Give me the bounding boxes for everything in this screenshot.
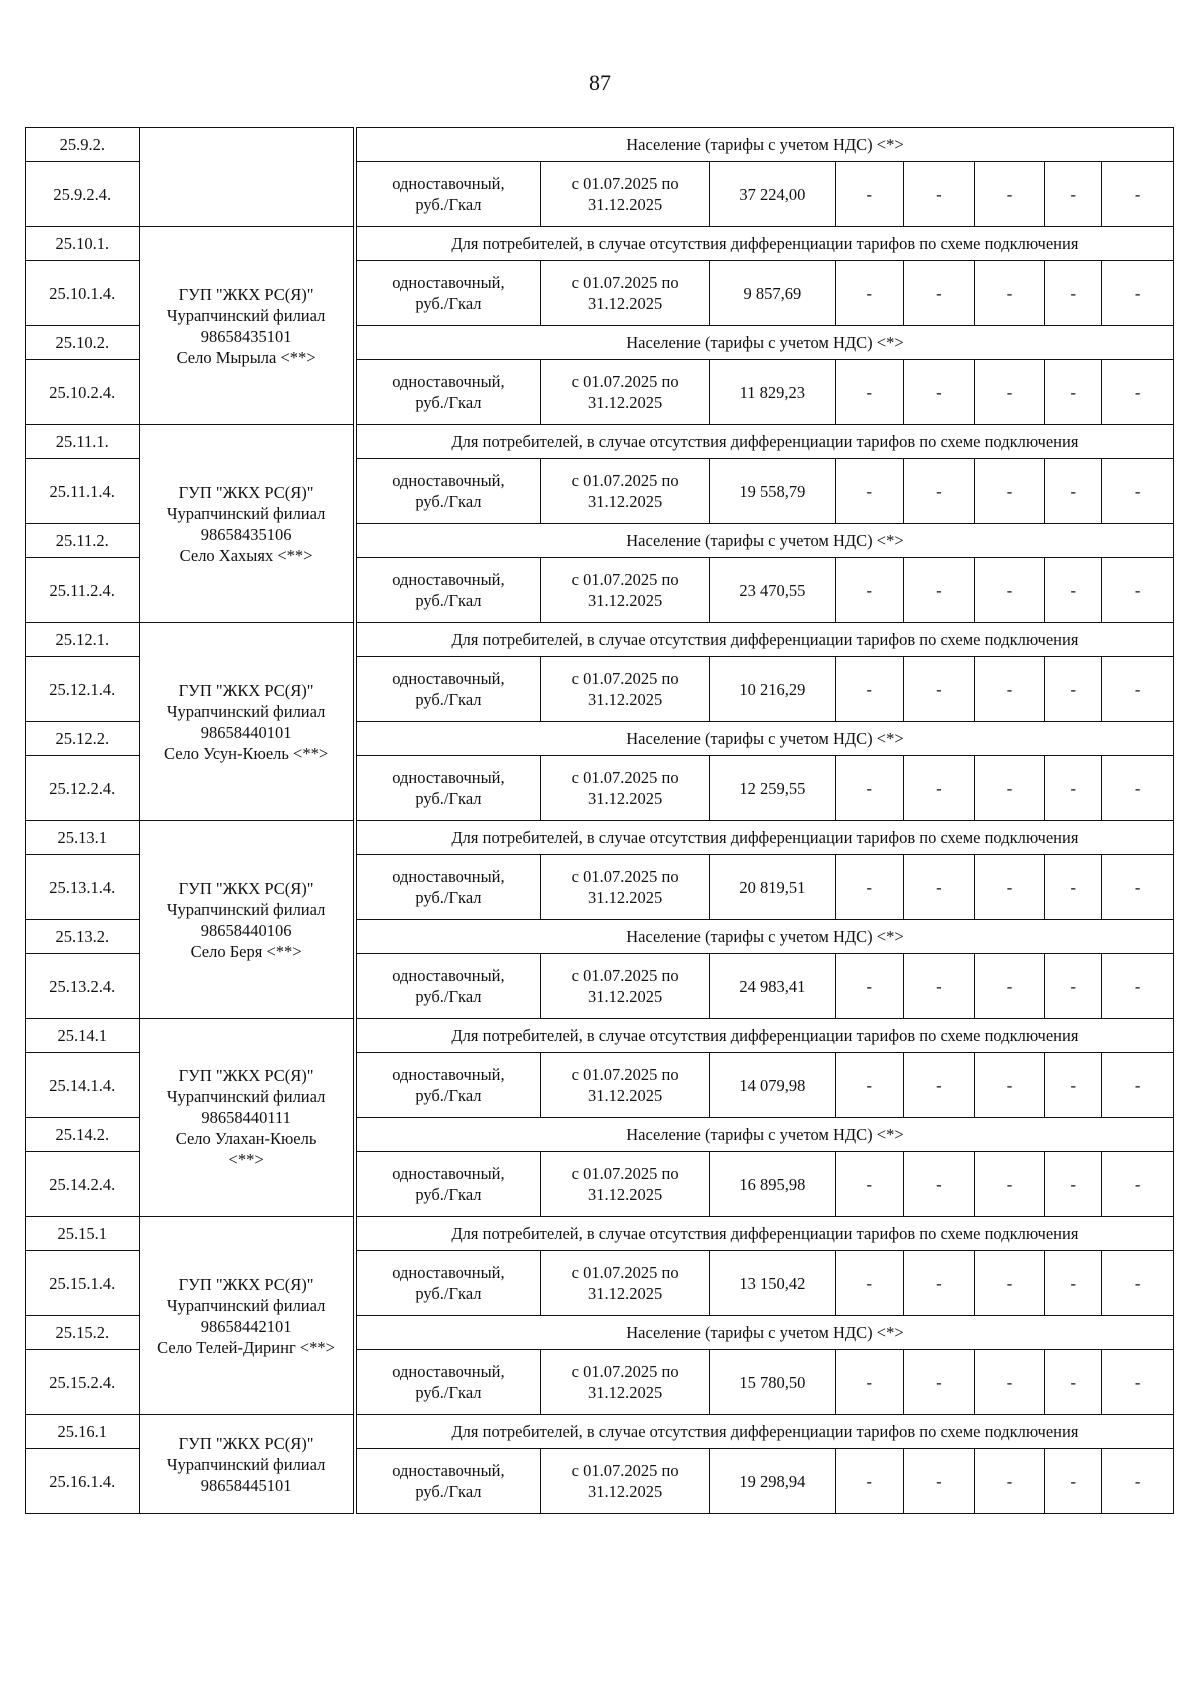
- tariff-value: 19 298,94: [710, 1449, 835, 1514]
- empty-value: -: [1045, 162, 1102, 227]
- period: с 01.07.2025 по 31.12.2025: [541, 1350, 710, 1415]
- rate-type: одноставочный, руб./Гкал: [356, 756, 540, 821]
- tariff-value: 15 780,50: [710, 1350, 835, 1415]
- empty-value: -: [1045, 954, 1102, 1019]
- row-number: 25.12.2.: [26, 722, 140, 756]
- group-header: Население (тарифы с учетом НДС) <*>: [356, 1316, 1173, 1350]
- empty-value: -: [1102, 1350, 1174, 1415]
- row-number: 25.14.2.: [26, 1118, 140, 1152]
- empty-value: -: [1102, 162, 1174, 227]
- tariff-value: 19 558,79: [710, 459, 835, 524]
- tariff-value: 23 470,55: [710, 558, 835, 623]
- row-number: 25.13.1: [26, 821, 140, 855]
- empty-value: -: [1102, 558, 1174, 623]
- row-number: 25.14.1: [26, 1019, 140, 1053]
- empty-value: -: [1045, 459, 1102, 524]
- rate-type: одноставочный, руб./Гкал: [356, 1053, 540, 1118]
- row-number: 25.15.1: [26, 1217, 140, 1251]
- period: с 01.07.2025 по 31.12.2025: [541, 1449, 710, 1514]
- rate-type: одноставочный, руб./Гкал: [356, 162, 540, 227]
- tariff-value: 24 983,41: [710, 954, 835, 1019]
- empty-value: -: [904, 855, 975, 920]
- group-header: Для потребителей, в случае отсутствия дифференциации тарифов по схеме подключения: [356, 227, 1173, 261]
- empty-value: -: [1045, 756, 1102, 821]
- empty-value: -: [835, 162, 904, 227]
- period: с 01.07.2025 по 31.12.2025: [541, 162, 710, 227]
- empty-value: -: [835, 459, 904, 524]
- row-number: 25.9.2.4.: [26, 162, 140, 227]
- organization-cell: ГУП "ЖКХ РС(Я)" Чурапчинский филиал 98658445101: [139, 1415, 353, 1514]
- row-number: 25.16.1.4.: [26, 1449, 140, 1514]
- group-header-row: [26, 623, 1174, 657]
- row-number: 25.14.1.4.: [26, 1053, 140, 1118]
- empty-value: -: [1102, 1152, 1174, 1217]
- empty-value: -: [974, 657, 1045, 722]
- empty-value: -: [1045, 1449, 1102, 1514]
- tariff-value: 10 216,29: [710, 657, 835, 722]
- rate-type: одноставочный, руб./Гкал: [356, 1251, 540, 1316]
- group-header-row: [26, 227, 1174, 261]
- group-header-row: [26, 1217, 1174, 1251]
- empty-value: -: [974, 954, 1045, 1019]
- organization-cell: ГУП "ЖКХ РС(Я)" Чурапчинский филиал 98658435101 Село Мырыла <**>: [139, 227, 353, 425]
- tariff-value: 12 259,55: [710, 756, 835, 821]
- row-number: 25.11.1.: [26, 425, 140, 459]
- period: с 01.07.2025 по 31.12.2025: [541, 360, 710, 425]
- group-header: Для потребителей, в случае отсутствия дифференциации тарифов по схеме подключения: [356, 425, 1173, 459]
- group-header: Население (тарифы с учетом НДС) <*>: [356, 326, 1173, 360]
- row-number: 25.12.1.4.: [26, 657, 140, 722]
- row-number: 25.12.2.4.: [26, 756, 140, 821]
- empty-value: -: [904, 162, 975, 227]
- empty-value: -: [835, 1152, 904, 1217]
- period: с 01.07.2025 по 31.12.2025: [541, 261, 710, 326]
- period: с 01.07.2025 по 31.12.2025: [541, 1152, 710, 1217]
- empty-value: -: [1045, 1350, 1102, 1415]
- empty-value: -: [1102, 1251, 1174, 1316]
- empty-value: -: [1102, 459, 1174, 524]
- row-number: 25.15.1.4.: [26, 1251, 140, 1316]
- empty-value: -: [835, 1053, 904, 1118]
- empty-value: -: [835, 657, 904, 722]
- row-number: 25.13.2.: [26, 920, 140, 954]
- rate-type: одноставочный, руб./Гкал: [356, 1449, 540, 1514]
- row-number: 25.11.2.4.: [26, 558, 140, 623]
- rate-type: одноставочный, руб./Гкал: [356, 855, 540, 920]
- empty-value: -: [1102, 756, 1174, 821]
- empty-value: -: [974, 162, 1045, 227]
- period: с 01.07.2025 по 31.12.2025: [541, 855, 710, 920]
- empty-value: -: [1102, 261, 1174, 326]
- empty-value: -: [974, 261, 1045, 326]
- empty-value: -: [974, 459, 1045, 524]
- empty-value: -: [1102, 954, 1174, 1019]
- tariff-table: [25, 127, 1174, 1514]
- empty-value: -: [904, 558, 975, 623]
- empty-value: -: [974, 558, 1045, 623]
- empty-value: -: [974, 1251, 1045, 1316]
- empty-value: -: [1045, 261, 1102, 326]
- row-number: 25.15.2.4.: [26, 1350, 140, 1415]
- group-header-row: [26, 1415, 1174, 1449]
- group-header: Население (тарифы с учетом НДС) <*>: [356, 524, 1173, 558]
- row-number: 25.11.2.: [26, 524, 140, 558]
- empty-value: -: [1102, 360, 1174, 425]
- tariff-value: 16 895,98: [710, 1152, 835, 1217]
- row-number: 25.11.1.4.: [26, 459, 140, 524]
- empty-value: -: [974, 1053, 1045, 1118]
- empty-value: -: [1102, 1449, 1174, 1514]
- tariff-value: 9 857,69: [710, 261, 835, 326]
- organization-cell: ГУП "ЖКХ РС(Я)" Чурапчинский филиал 98658442101 Село Телей-Диринг <**>: [139, 1217, 353, 1415]
- empty-value: -: [904, 657, 975, 722]
- group-header: Для потребителей, в случае отсутствия дифференциации тарифов по схеме подключения: [356, 1217, 1173, 1251]
- empty-value: -: [835, 954, 904, 1019]
- empty-value: -: [835, 855, 904, 920]
- empty-value: -: [1045, 360, 1102, 425]
- row-number: 25.9.2.: [26, 128, 140, 162]
- rate-type: одноставочный, руб./Гкал: [356, 657, 540, 722]
- rate-type: одноставочный, руб./Гкал: [356, 954, 540, 1019]
- empty-value: -: [904, 1053, 975, 1118]
- period: с 01.07.2025 по 31.12.2025: [541, 756, 710, 821]
- group-header: Население (тарифы с учетом НДС) <*>: [356, 128, 1173, 162]
- organization-cell: ГУП "ЖКХ РС(Я)" Чурапчинский филиал 98658440106 Село Беря <**>: [139, 821, 353, 1019]
- empty-value: -: [1045, 657, 1102, 722]
- empty-value: -: [1102, 1053, 1174, 1118]
- empty-value: -: [904, 756, 975, 821]
- row-number: 25.15.2.: [26, 1316, 140, 1350]
- row-number: 25.10.2.4.: [26, 360, 140, 425]
- empty-value: -: [904, 1350, 975, 1415]
- empty-value: -: [904, 261, 975, 326]
- empty-value: -: [835, 1251, 904, 1316]
- empty-value: -: [1045, 1152, 1102, 1217]
- empty-value: -: [835, 1449, 904, 1514]
- rate-type: одноставочный, руб./Гкал: [356, 1152, 540, 1217]
- empty-value: -: [1045, 558, 1102, 623]
- empty-value: -: [835, 558, 904, 623]
- group-header-row: [26, 128, 1174, 162]
- period: с 01.07.2025 по 31.12.2025: [541, 954, 710, 1019]
- period: с 01.07.2025 по 31.12.2025: [541, 657, 710, 722]
- empty-value: -: [974, 756, 1045, 821]
- group-header: Для потребителей, в случае отсутствия дифференциации тарифов по схеме подключения: [356, 1019, 1173, 1053]
- tariff-value: 37 224,00: [710, 162, 835, 227]
- empty-value: -: [904, 1251, 975, 1316]
- empty-value: -: [904, 360, 975, 425]
- tariff-value: 11 829,23: [710, 360, 835, 425]
- period: с 01.07.2025 по 31.12.2025: [541, 459, 710, 524]
- empty-value: -: [1045, 1251, 1102, 1316]
- empty-value: -: [835, 756, 904, 821]
- row-number: 25.13.2.4.: [26, 954, 140, 1019]
- empty-value: -: [1102, 855, 1174, 920]
- group-header: Население (тарифы с учетом НДС) <*>: [356, 1118, 1173, 1152]
- row-number: 25.13.1.4.: [26, 855, 140, 920]
- row-number: 25.10.1.4.: [26, 261, 140, 326]
- period: с 01.07.2025 по 31.12.2025: [541, 1251, 710, 1316]
- group-header: Для потребителей, в случае отсутствия дифференциации тарифов по схеме подключения: [356, 821, 1173, 855]
- row-number: 25.10.2.: [26, 326, 140, 360]
- row-number: 25.16.1: [26, 1415, 140, 1449]
- row-number: 25.12.1.: [26, 623, 140, 657]
- organization-cell: ГУП "ЖКХ РС(Я)" Чурапчинский филиал 98658440111 Село Улахан-Кюель <**>: [139, 1019, 353, 1217]
- group-header-row: [26, 425, 1174, 459]
- group-header: Население (тарифы с учетом НДС) <*>: [356, 920, 1173, 954]
- organization-cell: ГУП "ЖКХ РС(Я)" Чурапчинский филиал 98658435106 Село Хахыях <**>: [139, 425, 353, 623]
- group-header-row: [26, 1019, 1174, 1053]
- empty-value: -: [835, 360, 904, 425]
- tariff-value: 14 079,98: [710, 1053, 835, 1118]
- empty-value: -: [904, 459, 975, 524]
- empty-value: -: [974, 1449, 1045, 1514]
- empty-value: -: [974, 855, 1045, 920]
- empty-value: -: [974, 1152, 1045, 1217]
- group-header: Население (тарифы с учетом НДС) <*>: [356, 722, 1173, 756]
- organization-cell: ГУП "ЖКХ РС(Я)" Чурапчинский филиал 98658440101 Село Усун-Кюель <**>: [139, 623, 353, 821]
- page-number: 87: [589, 70, 611, 95]
- organization-cell: [139, 128, 353, 227]
- rate-type: одноставочный, руб./Гкал: [356, 360, 540, 425]
- empty-value: -: [904, 954, 975, 1019]
- group-header-row: [26, 821, 1174, 855]
- empty-value: -: [904, 1449, 975, 1514]
- empty-value: -: [974, 360, 1045, 425]
- tariff-value: 20 819,51: [710, 855, 835, 920]
- group-header: Для потребителей, в случае отсутствия дифференциации тарифов по схеме подключения: [356, 623, 1173, 657]
- empty-value: -: [1045, 1053, 1102, 1118]
- empty-value: -: [974, 1350, 1045, 1415]
- empty-value: -: [835, 1350, 904, 1415]
- tariff-value: 13 150,42: [710, 1251, 835, 1316]
- empty-value: -: [904, 1152, 975, 1217]
- empty-value: -: [1102, 657, 1174, 722]
- empty-value: -: [1045, 855, 1102, 920]
- period: с 01.07.2025 по 31.12.2025: [541, 1053, 710, 1118]
- row-number: 25.14.2.4.: [26, 1152, 140, 1217]
- row-number: 25.10.1.: [26, 227, 140, 261]
- group-header: Для потребителей, в случае отсутствия дифференциации тарифов по схеме подключения: [356, 1415, 1173, 1449]
- rate-type: одноставочный, руб./Гкал: [356, 1350, 540, 1415]
- rate-type: одноставочный, руб./Гкал: [356, 558, 540, 623]
- empty-value: -: [835, 261, 904, 326]
- rate-type: одноставочный, руб./Гкал: [356, 459, 540, 524]
- period: с 01.07.2025 по 31.12.2025: [541, 558, 710, 623]
- rate-type: одноставочный, руб./Гкал: [356, 261, 540, 326]
